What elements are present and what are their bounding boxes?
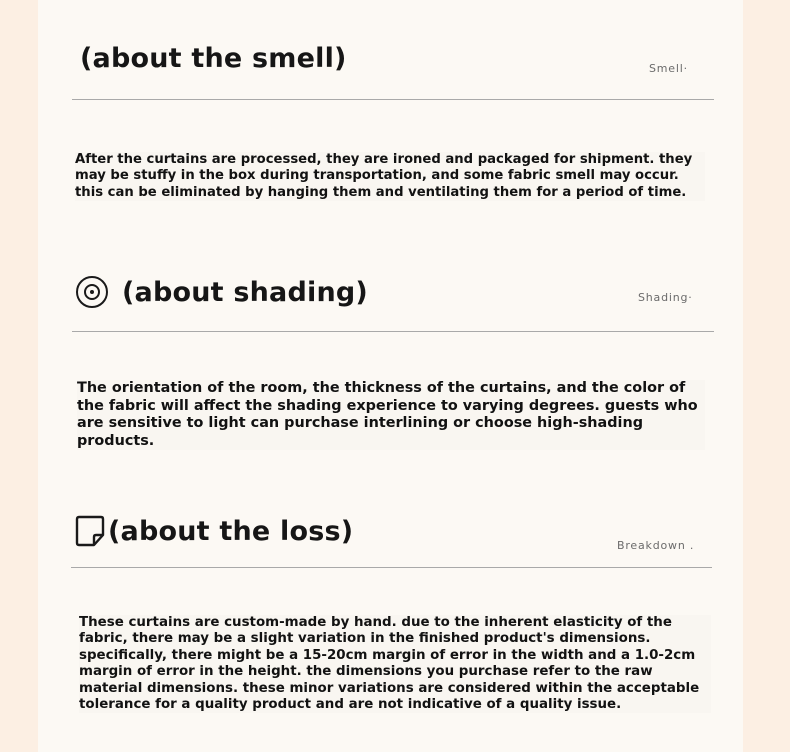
loss-tag: Breakdown .	[617, 539, 695, 552]
target-icon	[76, 276, 108, 308]
info-panel	[38, 0, 743, 752]
loss-divider	[71, 567, 712, 568]
loss-heading: (about the loss)	[108, 515, 354, 547]
shading-heading: (about shading)	[122, 276, 368, 308]
shading-description: The orientation of the room, the thickness of the curtains, and the color of the fabric will affect the shading experience to varying degrees. guests who are sensitive to light can purchase interlining or choose high-shading products.	[77, 380, 705, 450]
loss-heading-row	[74, 513, 353, 549]
shading-divider	[72, 331, 714, 332]
loss-description: These curtains are custom-made by hand. due to the inherent elasticity of the fabric, there may be a slight variation in the finished product's dimensions. specifically, there might be a 15-20cm margin of error in the width and a 1.0-2cm margin of error in the height. the dimensions you purchase refer to the raw material dimensions. these minor variations are considered within the acceptable tolerance for a quality product and are not indicative of a quality issue.	[79, 615, 711, 713]
smell-divider	[72, 99, 714, 100]
smell-heading-row	[80, 40, 347, 76]
note-icon	[74, 515, 106, 547]
smell-description: After the curtains are processed, they are ironed and packaged for shipment. they may be stuffy in the box during transportation, and some fabric smell may occur. this can be eliminated by hanging them and ventilating them for a period of time.	[75, 152, 705, 201]
shading-tag: Shading·	[638, 291, 693, 304]
smell-tag: Smell·	[649, 62, 688, 75]
shading-heading-row	[76, 272, 368, 312]
target-icon-dot	[90, 290, 94, 294]
target-icon-ring	[84, 284, 100, 300]
smell-heading: (about the smell)	[80, 42, 347, 74]
